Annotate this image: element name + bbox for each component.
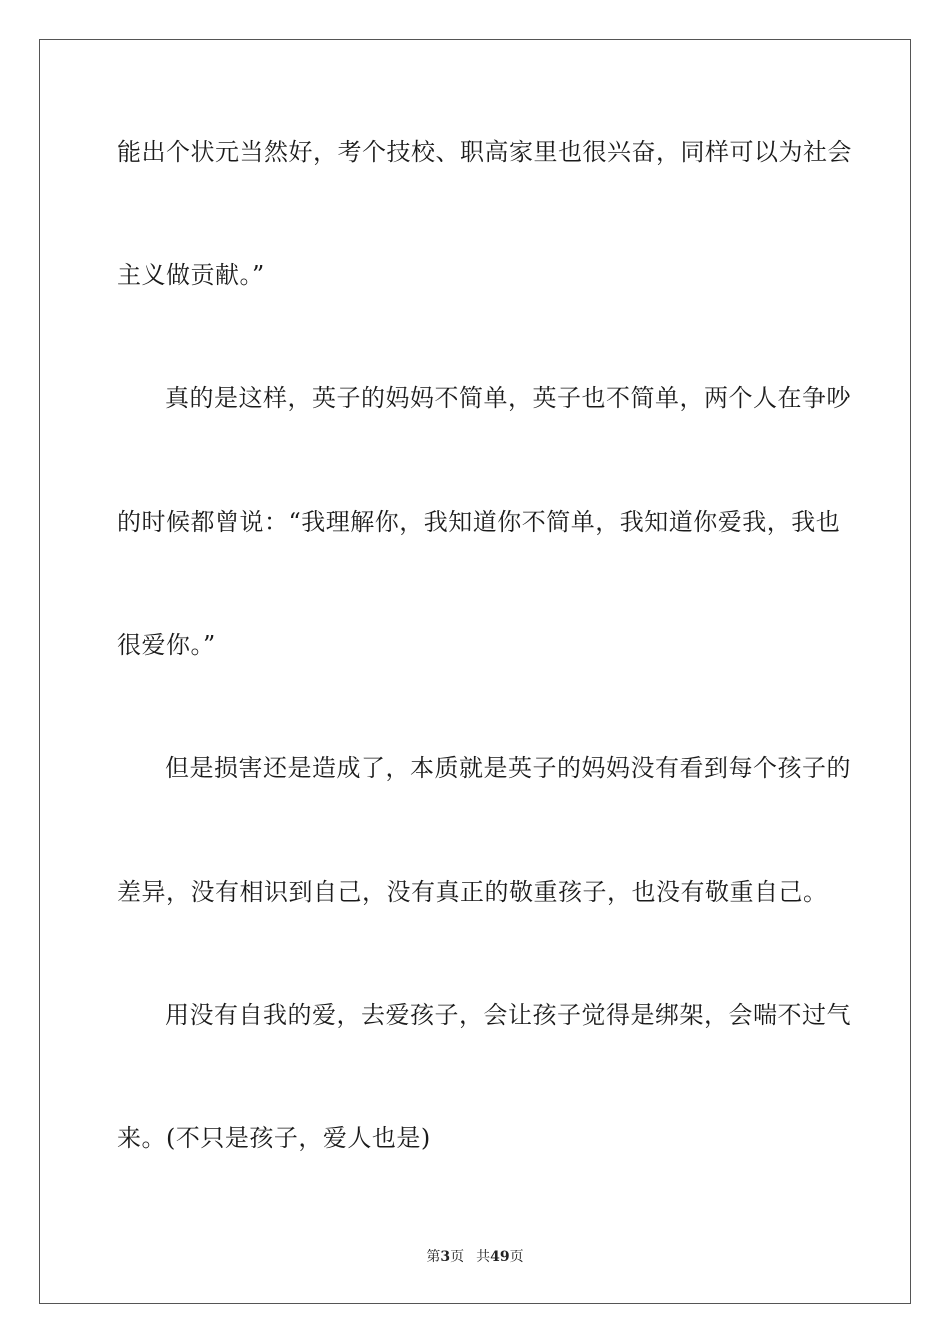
text-line-4: 的时候都曾说：“我理解你，我知道你不简单，我知道你爱我，我也 (117, 508, 841, 536)
page-footer (0, 1248, 950, 1266)
total-suffix: 页 (509, 1249, 524, 1265)
total-page-count: 49 (490, 1249, 510, 1265)
paragraph-line-3: 真的是这样，英子的妈妈不简单，英子也不简单，两个人在争吵 (165, 384, 851, 412)
text-line-7: 差异，没有相识到自己，没有真正的敬重孩子，也没有敬重自己。 (117, 878, 828, 906)
current-page-number: 3 (440, 1249, 451, 1265)
text-line-1: 能出个状元当然好，考个技校、职高家里也很兴奋，同样可以为社会 (117, 138, 852, 166)
page-prefix: 第 (426, 1249, 441, 1265)
paragraph-line-6: 但是损害还是造成了，本质就是英子的妈妈没有看到每个孩子的 (165, 754, 851, 782)
page-frame (39, 39, 911, 1304)
text-line-9: 来。(不只是孩子，爱人也是) (117, 1124, 431, 1152)
total-prefix: 共 (476, 1249, 491, 1265)
text-line-2: 主义做贡献。” (117, 261, 265, 289)
paragraph-line-8: 用没有自我的爱，去爱孩子，会让孩子觉得是绑架，会喘不过气 (165, 1001, 851, 1029)
text-line-5: 很爱你。” (117, 631, 216, 659)
page-suffix: 页 (450, 1249, 465, 1265)
